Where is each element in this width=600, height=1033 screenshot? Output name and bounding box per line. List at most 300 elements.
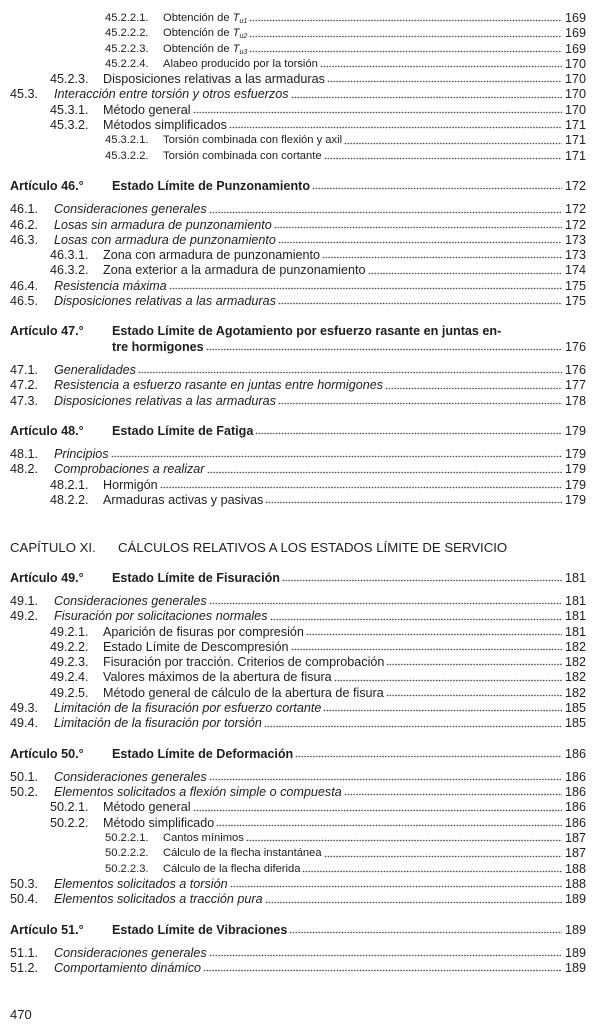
entry-title-text: Fisuración por tracción. Criterios de comprobación — [103, 655, 385, 670]
entry-body — [103, 670, 565, 685]
entry-number: 45.2.3. — [50, 72, 89, 87]
toc-entry[interactable] — [0, 800, 600, 815]
entry-body — [103, 655, 565, 670]
toc-entry[interactable] — [0, 133, 600, 148]
entry-page: 182 — [564, 655, 586, 670]
entry-page: 176 — [564, 339, 586, 354]
dot-leader — [291, 96, 563, 99]
entry-title-text: Consideraciones generales — [54, 593, 207, 608]
entry-title — [54, 233, 276, 248]
article-entry[interactable] — [0, 571, 600, 586]
entry-title-text: Disposiciones relativas a las armaduras — [54, 393, 276, 408]
toc-entry[interactable] — [0, 378, 600, 393]
entry-body — [54, 394, 565, 409]
entry-number: 49.1. — [10, 593, 39, 608]
entry-body — [163, 11, 565, 26]
entry-title — [54, 218, 272, 233]
dot-leader — [312, 187, 562, 190]
entry-body — [112, 747, 565, 762]
dot-leader — [193, 111, 562, 114]
article-entry[interactable] — [0, 324, 600, 355]
entry-body — [112, 923, 565, 938]
entry-page: 181 — [564, 593, 586, 608]
toc-entry[interactable] — [0, 118, 600, 133]
entry-number: 48.2.2. — [50, 493, 89, 508]
dot-leader — [386, 694, 562, 697]
entry-body — [103, 816, 565, 831]
entry-title — [54, 378, 383, 393]
entry-number: 51.2. — [10, 961, 39, 976]
entry-body — [54, 701, 565, 716]
entry-number: 49.4. — [10, 716, 39, 731]
entry-number: 48.1. — [10, 447, 39, 462]
entry-title-text: Estado Límite de Fatiga — [112, 423, 254, 438]
toc-entry[interactable] — [0, 640, 600, 655]
dot-leader — [229, 126, 562, 129]
entry-title-text: Comportamiento dinámico — [54, 961, 201, 976]
entry-number: 46.3.2. — [50, 263, 89, 278]
entry-page: 179 — [564, 493, 586, 508]
entry-title — [103, 686, 384, 701]
entry-body — [54, 294, 565, 309]
article-entry[interactable] — [0, 179, 600, 194]
dot-leader — [344, 793, 562, 796]
entry-number: 49.3. — [10, 700, 39, 715]
toc-entry[interactable] — [0, 363, 600, 378]
dot-leader — [291, 648, 563, 651]
dot-leader — [274, 226, 562, 229]
entry-body — [54, 202, 565, 217]
entry-number: 47.3. — [10, 393, 39, 408]
entry-page: 172 — [564, 178, 586, 193]
dot-leader — [206, 348, 562, 351]
dot-leader — [385, 387, 562, 390]
entry-body — [103, 640, 565, 655]
entry-page: 188 — [564, 876, 586, 891]
entry-number: 49.2.4. — [50, 670, 89, 685]
entry-title-text: Resistencia máxima — [54, 278, 167, 293]
entry-title-text: Comprobaciones a realizar — [54, 462, 205, 477]
entry-body — [103, 118, 565, 133]
entry-page: 170 — [564, 72, 586, 87]
dot-leader — [327, 80, 562, 83]
toc-entry[interactable] — [0, 816, 600, 831]
entry-number: 46.2. — [10, 217, 39, 232]
entry-title — [103, 640, 289, 655]
dot-leader — [160, 486, 562, 489]
page-number: 470 — [10, 1007, 32, 1022]
entry-number: Artículo 47.° — [10, 324, 84, 339]
entry-title-subscript: u1 — [239, 18, 248, 25]
dot-leader — [264, 725, 562, 728]
entry-title-text: Cantos mínimos — [163, 832, 244, 845]
entry-title — [54, 202, 207, 217]
entry-number: Artículo 46.° — [10, 178, 84, 193]
entry-title — [112, 179, 310, 194]
toc-entry[interactable] — [0, 248, 600, 263]
entry-page: 179 — [564, 447, 586, 462]
entry-number: Artículo 50.° — [10, 746, 84, 761]
entry-body — [54, 877, 565, 892]
toc-entry[interactable] — [0, 701, 600, 716]
entry-title-text: Método general — [103, 800, 191, 815]
toc-entry[interactable] — [0, 686, 600, 701]
entry-title-text: Estado Límite de Descompresión — [103, 639, 289, 654]
entry-page: 177 — [564, 378, 586, 393]
entry-page: 187 — [564, 831, 586, 846]
dot-leader — [203, 969, 562, 972]
entry-page: 189 — [564, 892, 586, 907]
dot-leader — [322, 256, 562, 259]
entry-title — [163, 149, 322, 164]
dot-leader — [270, 618, 563, 621]
table-of-contents — [0, 11, 600, 976]
entry-title-text: Cálculo de la flecha instantánea — [163, 847, 322, 860]
toc-entry[interactable] — [0, 149, 600, 164]
toc-entry[interactable] — [0, 877, 600, 892]
entry-title-text: Resistencia a esfuerzo rasante en juntas entre hormigones — [54, 378, 384, 393]
entry-title — [103, 625, 304, 640]
entry-number: 47.1. — [10, 362, 39, 377]
entry-title-text: Elementos solicitados a flexión simple o compuesta — [54, 785, 342, 800]
entry-number: Artículo 48.° — [10, 423, 84, 438]
toc-entry[interactable] — [0, 263, 600, 278]
entry-body — [54, 447, 565, 462]
entry-body — [163, 862, 565, 877]
entry-page: 169 — [564, 41, 586, 56]
entry-number: 45.2.2.3. — [105, 42, 149, 55]
entry-body — [54, 87, 565, 102]
entry-title-text: Obtención de T — [163, 42, 240, 55]
toc-entry[interactable] — [0, 625, 600, 640]
entry-title — [54, 701, 321, 716]
dot-leader — [324, 157, 562, 160]
entry-body — [103, 493, 565, 508]
entry-page: 174 — [564, 263, 586, 278]
toc-entry[interactable] — [0, 394, 600, 409]
toc-entry[interactable] — [0, 892, 600, 907]
chapter-heading — [0, 540, 600, 555]
entry-page: 181 — [564, 609, 586, 624]
dot-leader — [278, 302, 562, 305]
entry-title — [103, 248, 320, 263]
entry-number: 49.2.5. — [50, 685, 89, 700]
entry-page: 186 — [564, 746, 586, 761]
toc-entry[interactable] — [0, 279, 600, 294]
entry-title — [103, 118, 227, 133]
entry-title-text: Disposiciones relativas a las armaduras — [103, 72, 325, 87]
entry-page: 172 — [564, 217, 586, 232]
entry-title — [54, 609, 268, 624]
entry-body — [54, 609, 565, 624]
dot-leader — [295, 755, 562, 758]
toc-entry[interactable] — [0, 87, 600, 102]
entry-number: 46.3. — [10, 232, 39, 247]
entry-body — [112, 571, 565, 586]
entry-title-text: Torsión combinada con cortante — [163, 149, 322, 162]
dot-leader — [306, 633, 562, 636]
toc-entry[interactable] — [0, 294, 600, 309]
entry-title — [103, 72, 325, 87]
entry-body — [103, 248, 565, 263]
entry-title-text: Fisuración por solicitaciones normales — [54, 609, 268, 624]
entry-page: 169 — [564, 26, 586, 41]
entry-title-line1: Estado Límite de Agotamiento por esfuerzo rasante en juntas en- — [112, 324, 502, 339]
entry-page: 186 — [564, 769, 586, 784]
entry-number: 50.2.2.1. — [105, 832, 149, 845]
entry-title — [112, 571, 280, 586]
entry-body — [163, 57, 565, 72]
entry-page: 186 — [564, 785, 586, 800]
entry-title — [54, 770, 207, 785]
dot-leader — [323, 709, 562, 712]
entry-title-text: Estado Límite de Vibraciones — [112, 922, 288, 937]
entry-title-text: Elementos solicitados a torsión — [54, 876, 228, 891]
entry-page: 179 — [564, 423, 586, 438]
dot-leader — [209, 954, 562, 957]
entry-title-text: Obtención de T — [163, 12, 240, 24]
toc-entry[interactable] — [0, 670, 600, 685]
entry-number: 49.2.1. — [50, 624, 89, 639]
entry-page: 182 — [564, 639, 586, 654]
dot-leader — [344, 142, 562, 145]
entry-body — [54, 946, 565, 961]
toc-entry[interactable] — [0, 478, 600, 493]
entry-title-text: Método general de cálculo de la abertura de fisura — [103, 685, 384, 700]
entry-page: 171 — [564, 133, 586, 148]
toc-entry[interactable] — [0, 462, 600, 477]
entry-page: 189 — [564, 922, 586, 937]
entry-title-text: Losas sin armadura de punzonamiento — [54, 217, 272, 232]
toc-entry[interactable] — [0, 42, 600, 57]
dot-leader — [386, 663, 562, 666]
entry-title-text: Estado Límite de Punzonamiento — [112, 178, 311, 193]
entry-body — [163, 133, 565, 148]
entry-body — [103, 478, 565, 493]
entry-page: 185 — [564, 700, 586, 715]
dot-leader — [209, 211, 562, 214]
entry-body — [54, 233, 565, 248]
toc-entry[interactable] — [0, 233, 600, 248]
entry-number: 48.2. — [10, 462, 39, 477]
entry-title — [112, 424, 253, 439]
entry-page: 182 — [564, 670, 586, 685]
entry-title-text: Consideraciones generales — [54, 769, 207, 784]
entry-title — [103, 478, 158, 493]
dot-leader — [324, 855, 562, 858]
toc-entry[interactable] — [0, 493, 600, 508]
dot-leader — [249, 35, 562, 38]
entry-number: 46.1. — [10, 202, 39, 217]
entry-page: 170 — [564, 87, 586, 102]
entry-title — [112, 340, 204, 355]
entry-page: 173 — [564, 248, 586, 263]
entry-title — [112, 923, 287, 938]
entry-page: 173 — [564, 232, 586, 247]
entry-title — [103, 103, 191, 118]
article-entry[interactable] — [0, 424, 600, 439]
dot-leader — [169, 287, 562, 290]
toc-entry[interactable] — [0, 846, 600, 861]
entry-page: 182 — [564, 685, 586, 700]
dot-leader — [249, 19, 562, 22]
toc-entry[interactable] — [0, 11, 600, 26]
entry-body — [103, 72, 565, 87]
entry-number: 45.2.2.2. — [105, 27, 149, 40]
entry-number: 50.4. — [10, 892, 39, 907]
toc-entry[interactable] — [0, 655, 600, 670]
entry-title-text: Estado Límite de Deformación — [112, 746, 294, 761]
toc-entry[interactable] — [0, 785, 600, 800]
chapter-number: CAPÍTULO XI. — [10, 540, 96, 556]
entry-body — [54, 594, 565, 609]
entry-title-text: Método simplificado — [103, 815, 215, 830]
entry-title — [54, 279, 167, 294]
entry-page: 169 — [564, 11, 586, 25]
entry-title — [54, 716, 262, 731]
entry-body — [54, 218, 565, 233]
entry-number: 50.2.2.2. — [105, 847, 149, 860]
entry-title-text: Valores máximos de la abertura de fisura — [103, 670, 332, 685]
entry-body — [54, 363, 565, 378]
entry-title — [103, 670, 332, 685]
entry-title — [163, 846, 322, 861]
dot-leader — [209, 778, 562, 781]
entry-title — [103, 493, 263, 508]
entry-title — [103, 816, 214, 831]
toc-entry[interactable] — [0, 26, 600, 41]
dot-leader — [282, 579, 562, 582]
entry-title — [163, 862, 300, 877]
entry-number: 51.1. — [10, 945, 39, 960]
toc-entry[interactable] — [0, 103, 600, 118]
entry-title-text: Zona exterior a la armadura de punzonamiento — [103, 263, 366, 278]
entry-page: 175 — [564, 278, 586, 293]
entry-number: 49.2.2. — [50, 639, 89, 654]
entry-body — [54, 770, 565, 785]
entry-title-text: Método general — [103, 102, 191, 117]
entry-body — [54, 785, 565, 800]
entry-title — [54, 447, 109, 462]
entry-page: 186 — [564, 815, 586, 830]
dot-leader — [302, 870, 562, 873]
entry-title-text: Zona con armadura de punzonamiento — [103, 248, 321, 263]
toc-entry[interactable] — [0, 961, 600, 976]
dot-leader — [209, 602, 562, 605]
entry-title — [54, 946, 207, 961]
entry-number: Artículo 49.° — [10, 570, 84, 585]
entry-title — [54, 785, 342, 800]
entry-title — [163, 831, 244, 846]
dot-leader — [255, 432, 562, 435]
entry-number: Artículo 51.° — [10, 922, 84, 937]
entry-page: 170 — [564, 102, 586, 117]
entry-title-text: Alabeo producido por la torsión — [163, 57, 318, 70]
entry-title-text: Limitación de la fisuración por esfuerzo cortante — [54, 700, 322, 715]
entry-number: 50.3. — [10, 876, 39, 891]
toc-entry[interactable] — [0, 831, 600, 846]
entry-body — [112, 179, 565, 194]
entry-title-text: Aparición de fisuras por compresión — [103, 624, 304, 639]
toc-entry[interactable] — [0, 609, 600, 624]
dot-leader — [334, 679, 562, 682]
toc-entry[interactable] — [0, 594, 600, 609]
entry-body — [54, 892, 565, 907]
entry-title-text: Cálculo de la flecha diferida — [163, 862, 301, 875]
entry-title-text: Generalidades — [54, 362, 136, 377]
entry-body — [163, 26, 565, 41]
toc-entry[interactable] — [0, 72, 600, 87]
entry-title — [54, 877, 228, 892]
entry-title — [163, 133, 342, 148]
entry-page: 179 — [564, 462, 586, 477]
entry-title-text: Armaduras activas y pasivas — [103, 493, 264, 508]
entry-number: 50.2.2.3. — [105, 862, 149, 875]
article-entry[interactable] — [0, 923, 600, 938]
entry-title-text: Torsión combinada con flexión y axil — [163, 134, 343, 147]
entry-number: 50.2. — [10, 785, 39, 800]
entry-body — [112, 340, 565, 355]
toc-entry[interactable] — [0, 946, 600, 961]
entry-title — [103, 655, 384, 670]
entry-page: 181 — [564, 624, 586, 639]
entry-title-subscript: u2 — [239, 33, 248, 41]
toc-entry[interactable] — [0, 716, 600, 731]
entry-number: 45.2.2.4. — [105, 57, 149, 70]
toc-entry[interactable] — [0, 202, 600, 217]
toc-entry[interactable] — [0, 770, 600, 785]
toc-entry[interactable] — [0, 862, 600, 877]
entry-number: 45.3.2. — [50, 118, 89, 133]
entry-body — [54, 279, 565, 294]
toc-entry[interactable] — [0, 57, 600, 72]
entry-number: 45.3.2.2. — [105, 149, 149, 162]
entry-page: 189 — [564, 945, 586, 960]
dot-leader — [320, 65, 562, 68]
entry-page: 170 — [564, 56, 586, 71]
entry-number: 45.2.2.1. — [105, 12, 149, 24]
entry-title — [163, 26, 247, 41]
toc-entry[interactable] — [0, 447, 600, 462]
entry-page: 187 — [564, 846, 586, 861]
entry-title-text: Interacción entre torsión y otros esfuerzos — [54, 87, 289, 102]
entry-title — [103, 263, 366, 278]
entry-page: 172 — [564, 202, 586, 217]
article-entry[interactable] — [0, 747, 600, 762]
entry-number: 46.3.1. — [50, 248, 89, 263]
dot-leader — [289, 931, 562, 934]
entry-title-text: Estado Límite de Fisuración — [112, 570, 280, 585]
toc-entry[interactable] — [0, 218, 600, 233]
entry-title-text: Disposiciones relativas a las armaduras — [54, 294, 276, 309]
entry-title-text: tre hormigones — [112, 339, 204, 354]
entry-page: 188 — [564, 861, 586, 876]
entry-number: 45.3.1. — [50, 102, 89, 117]
dot-leader — [207, 471, 563, 474]
dot-leader — [246, 839, 562, 842]
entry-body — [163, 42, 565, 57]
dot-leader — [249, 50, 562, 53]
chapter-title: CÁLCULOS RELATIVOS A LOS ESTADOS LÍMITE DE SERVICIO — [118, 540, 508, 556]
entry-body — [103, 686, 565, 701]
entry-page: 171 — [564, 148, 586, 163]
entry-title — [163, 11, 247, 26]
entry-body — [103, 263, 565, 278]
entry-number: 45.3.2.1. — [105, 134, 149, 147]
entry-title — [112, 747, 293, 762]
dot-leader — [230, 885, 562, 888]
entry-title-text: Obtención de T — [163, 27, 240, 40]
